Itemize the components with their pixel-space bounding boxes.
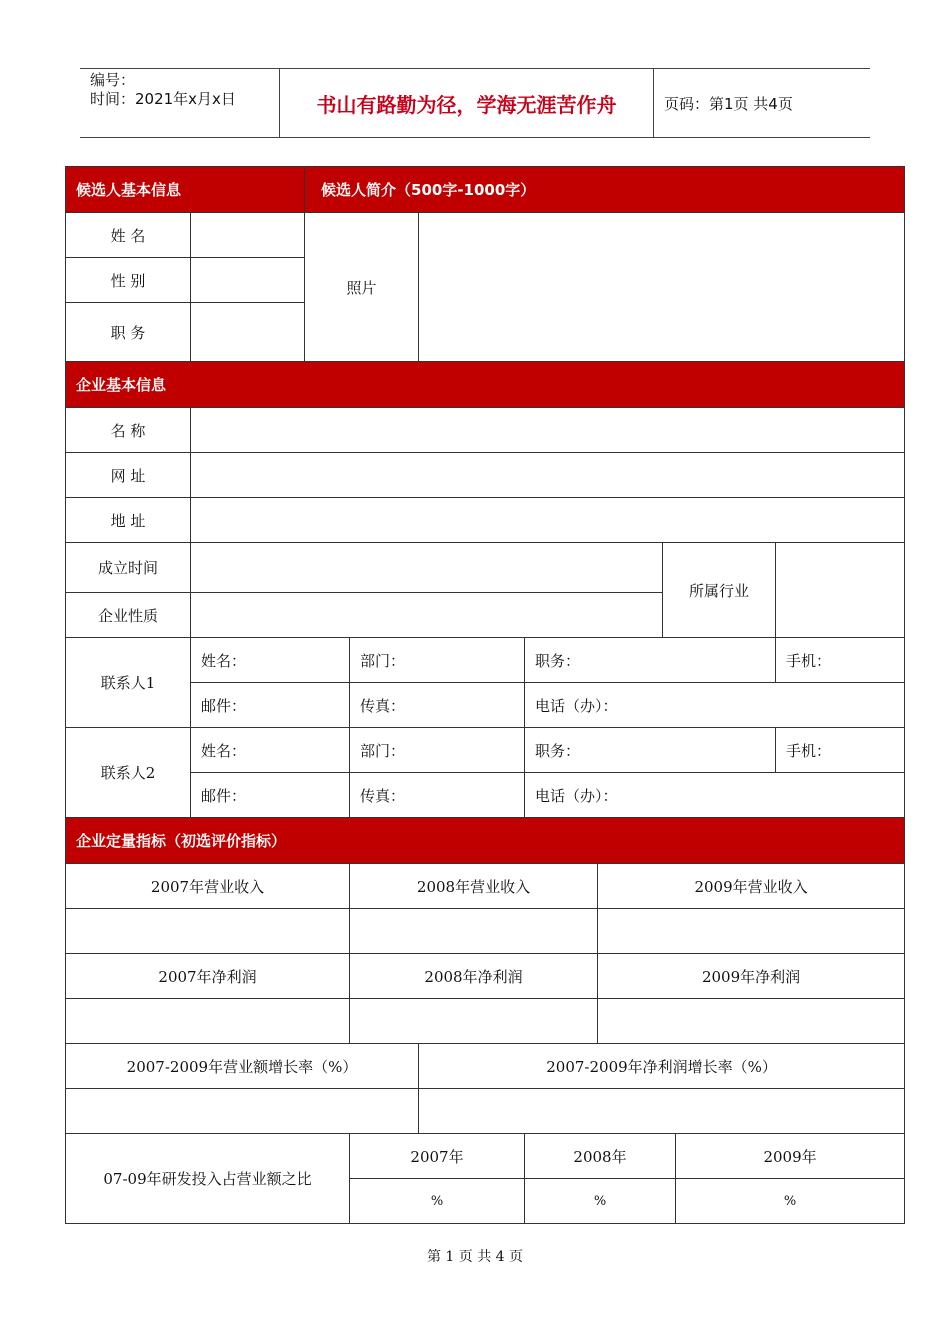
website-label: 网 址 — [66, 453, 191, 498]
profit-2009-label: 2009年净利润 — [598, 954, 905, 999]
contact2-phone-field[interactable]: 电话（办）： — [525, 773, 905, 818]
header-page-info: 页码：第1页 共4页 — [664, 94, 793, 113]
header-meta — [80, 69, 280, 137]
candidate-basic-info-title: 候选人基本信息 — [66, 167, 305, 213]
profit-growth-field[interactable] — [419, 1089, 905, 1134]
contact1-name-field[interactable]: 姓名： — [191, 638, 350, 683]
revenue-2009-field[interactable] — [598, 909, 905, 954]
contact1-email-field[interactable]: 邮件： — [191, 683, 350, 728]
profit-2008-field[interactable] — [350, 999, 598, 1044]
contact2-mobile-field[interactable]: 手机： — [776, 728, 905, 773]
revenue-2009-label: 2009年营业收入 — [598, 864, 905, 909]
metrics-section-header — [66, 818, 905, 864]
revenue-growth-field[interactable] — [66, 1089, 419, 1134]
contact1-dept-field[interactable]: 部门： — [350, 638, 525, 683]
name-field[interactable] — [191, 213, 305, 258]
contact1-fax-field[interactable]: 传真： — [350, 683, 525, 728]
founded-field[interactable] — [191, 543, 663, 593]
photo-box[interactable]: 照片 — [305, 213, 419, 362]
contact1-phone-field[interactable]: 电话（办）： — [525, 683, 905, 728]
application-form — [65, 166, 904, 1224]
contact1-label: 联系人1 — [66, 638, 191, 728]
revenue-2008-label: 2008年营业收入 — [350, 864, 598, 909]
profit-growth-label: 2007-2009年净利润增长率（%） — [419, 1044, 905, 1089]
address-label: 地 址 — [66, 498, 191, 543]
industry-label: 所属行业 — [663, 543, 776, 638]
revenue-2007-field[interactable] — [66, 909, 350, 954]
gender-field[interactable] — [191, 258, 305, 303]
profit-2007-label: 2007年净利润 — [66, 954, 350, 999]
profit-2007-field[interactable] — [66, 999, 350, 1044]
nature-label: 企业性质 — [66, 593, 191, 638]
company-name-field[interactable] — [191, 408, 905, 453]
gender-label: 性 别 — [66, 258, 191, 303]
name-label: 姓 名 — [66, 213, 191, 258]
address-field[interactable] — [191, 498, 905, 543]
page-footer: 第 1 页 共 4 页 — [426, 1249, 524, 1265]
contact2-label: 联系人2 — [66, 728, 191, 818]
contact2-fax-field[interactable]: 传真： — [350, 773, 525, 818]
nature-field[interactable] — [191, 593, 663, 638]
website-field[interactable] — [191, 453, 905, 498]
contact1-title-field[interactable]: 职务： — [525, 638, 776, 683]
contact2-dept-field[interactable]: 部门： — [350, 728, 525, 773]
founded-label: 成立时间 — [66, 543, 191, 593]
page-header — [80, 68, 870, 138]
profit-2008-label: 2008年净利润 — [350, 954, 598, 999]
position-field[interactable] — [191, 303, 305, 362]
header-motto: 书山有路勤为径，学海无涯苦作舟 — [280, 69, 654, 137]
position-label: 职 务 — [66, 303, 191, 362]
contact2-title-field[interactable]: 职务： — [525, 728, 776, 773]
contact2-name-field[interactable]: 姓名： — [191, 728, 350, 773]
rd-2007-field[interactable]: % — [350, 1179, 525, 1224]
industry-field[interactable] — [776, 543, 905, 638]
contact1-mobile-field[interactable]: 手机： — [776, 638, 905, 683]
date-label: 时间：2021年x月x日 — [90, 90, 236, 108]
revenue-2007-label: 2007年营业收入 — [66, 864, 350, 909]
candidate-intro-title: 候选人简介（500字-1000字） — [305, 167, 905, 213]
company-section-header — [66, 362, 905, 408]
number-label: 编号： — [90, 71, 136, 89]
revenue-growth-label: 2007-2009年营业额增长率（%） — [66, 1044, 419, 1089]
rd-2009-field[interactable]: % — [676, 1179, 905, 1224]
rd-2009-label: 2009年 — [676, 1134, 905, 1179]
contact2-email-field[interactable]: 邮件： — [191, 773, 350, 818]
rd-2008-label: 2008年 — [525, 1134, 676, 1179]
rd-2008-field[interactable]: % — [525, 1179, 676, 1224]
revenue-2008-field[interactable] — [350, 909, 598, 954]
rd-2007-label: 2007年 — [350, 1134, 525, 1179]
profit-2009-field[interactable] — [598, 999, 905, 1044]
form-table — [65, 166, 905, 1224]
rd-ratio-label: 07-09年研发投入占营业额之比 — [66, 1134, 350, 1224]
candidate-section-header — [66, 167, 905, 213]
candidate-intro-field[interactable] — [419, 213, 905, 362]
company-name-label: 名 称 — [66, 408, 191, 453]
metrics-title: 企业定量指标（初选评价指标） — [66, 818, 905, 864]
company-basic-info-title: 企业基本信息 — [66, 362, 905, 408]
